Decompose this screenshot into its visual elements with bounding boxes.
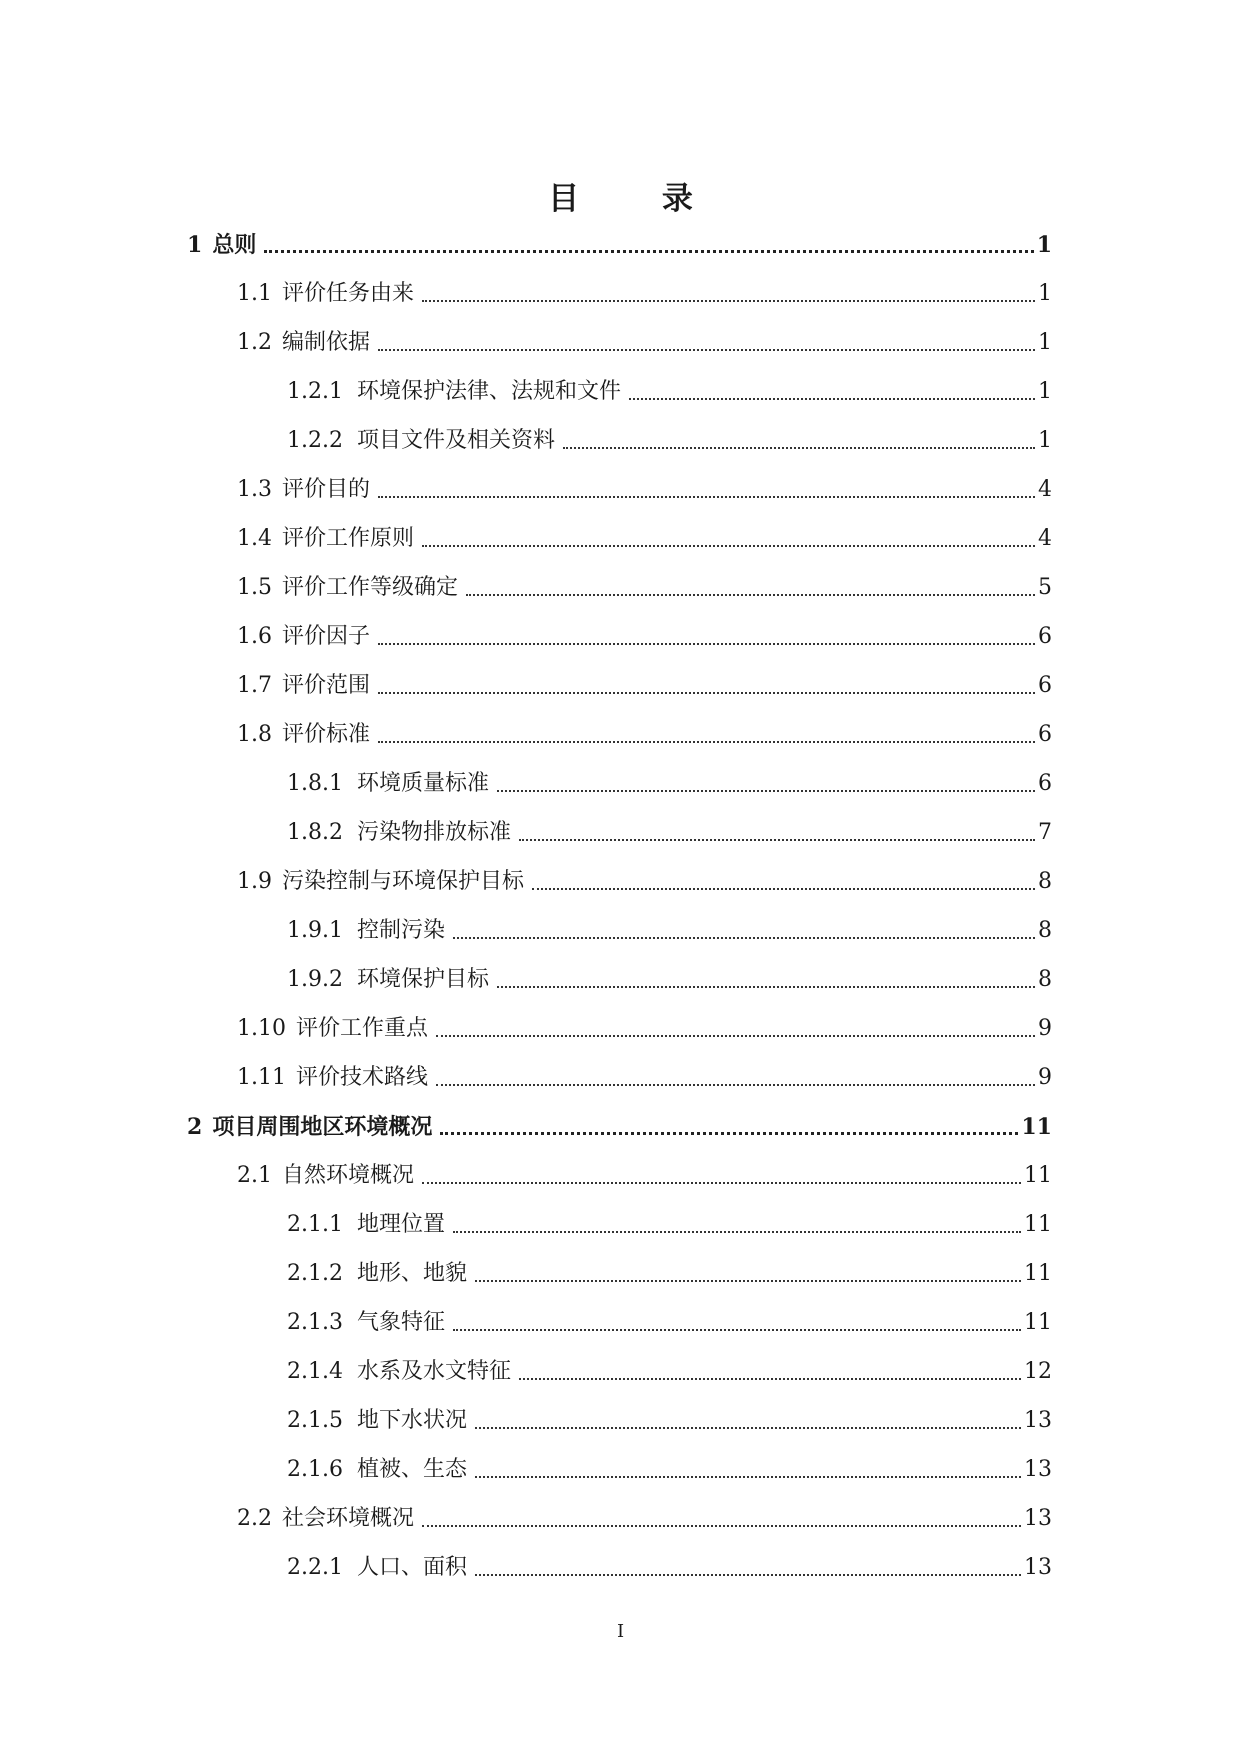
toc-dot-leader [422, 1525, 1021, 1527]
toc-entry[interactable] [0, 465, 1241, 514]
toc-entry-number: 1.11 [237, 1064, 286, 1090]
toc-entry-title: 自然环境概况 [282, 1162, 415, 1188]
toc-entry-number: 1.2.1 [287, 378, 343, 404]
toc-entry-title: 气象特征 [356, 1309, 445, 1335]
toc-entry[interactable] [0, 1396, 1241, 1445]
toc-entry[interactable] [0, 857, 1241, 906]
toc-dot-leader [519, 1378, 1021, 1380]
toc-dot-leader [629, 398, 1035, 400]
toc-entry[interactable] [0, 367, 1241, 416]
toc-entry[interactable] [0, 1151, 1241, 1200]
toc-dot-leader [497, 790, 1035, 792]
toc-dot-leader [453, 1231, 1021, 1233]
toc-entry-number: 1.9.1 [287, 917, 343, 943]
toc-entry-title: 评价目的 [282, 476, 371, 502]
toc-dot-leader [466, 594, 1035, 596]
toc-entry[interactable] [0, 1543, 1241, 1592]
toc-dot-leader [519, 839, 1035, 841]
toc-entry-number: 2.2 [237, 1505, 272, 1531]
toc-entry-page: 12 [1024, 1358, 1052, 1384]
toc-entry-page: 1 [1038, 280, 1052, 306]
toc-entry-number: 1.6 [237, 623, 272, 649]
toc-entry-number: 1.8.1 [287, 770, 343, 796]
toc-entry-title: 评价工作原则 [282, 525, 415, 551]
toc-entry-page: 1 [1038, 378, 1052, 404]
toc-entry-title: 总则 [212, 231, 257, 258]
toc-entry-page: 13 [1024, 1456, 1052, 1482]
toc-dot-leader [453, 1329, 1021, 1331]
toc-entry-page: 7 [1038, 819, 1052, 845]
toc-dot-leader [422, 1182, 1021, 1184]
toc-entry-page: 13 [1024, 1505, 1052, 1531]
toc-entry[interactable] [0, 318, 1241, 367]
toc-entry-title: 评价工作重点 [295, 1015, 428, 1041]
toc-entry-title: 评价因子 [282, 623, 371, 649]
toc-entry-title: 水系及水文特征 [356, 1358, 511, 1384]
toc-entry-title: 污染控制与环境保护目标 [282, 868, 525, 894]
toc-entry-page: 1 [1038, 329, 1052, 355]
toc-entry[interactable] [0, 1347, 1241, 1396]
toc-entry-number: 1.9 [237, 868, 272, 894]
toc-dot-leader [436, 1035, 1035, 1037]
toc-entry-number: 2.1.5 [287, 1407, 343, 1433]
toc-entry-number: 2.1.2 [287, 1260, 343, 1286]
toc-entry-number: 1.5 [237, 574, 272, 600]
toc-entry[interactable] [0, 269, 1241, 318]
toc-entry-number: 2.1 [237, 1162, 272, 1188]
toc-entry[interactable] [0, 661, 1241, 710]
toc-entry-title: 评价工作等级确定 [282, 574, 459, 600]
toc-entry-page: 11 [1024, 1260, 1052, 1286]
toc-dot-leader [378, 692, 1035, 694]
toc-entry-page: 4 [1038, 525, 1052, 551]
toc-entry-number: 1.4 [237, 525, 272, 551]
toc-entry-number: 1.9.2 [287, 966, 343, 992]
toc-entry[interactable] [0, 514, 1241, 563]
page-title: 目 录 [548, 180, 729, 217]
toc-entry-title: 项目文件及相关资料 [356, 427, 555, 453]
toc-entry[interactable] [0, 220, 1241, 269]
toc-entry[interactable] [0, 1249, 1241, 1298]
toc-entry-page: 5 [1038, 574, 1052, 600]
toc-entry-page: 11 [1024, 1211, 1052, 1237]
toc-dot-leader [440, 1132, 1018, 1135]
toc-entry-number: 2.1.4 [287, 1358, 343, 1384]
toc-entry-title: 编制依据 [282, 329, 371, 355]
toc-dot-leader [497, 986, 1035, 988]
toc-entry[interactable] [0, 1200, 1241, 1249]
toc-entry-title: 植被、生态 [356, 1456, 467, 1482]
toc-entry-number: 1 [187, 231, 203, 258]
toc-entry-title: 环境保护目标 [356, 966, 489, 992]
toc-entry-page: 8 [1038, 868, 1052, 894]
toc-entry-title: 环境质量标准 [356, 770, 489, 796]
toc-entry-number: 1.10 [237, 1015, 286, 1041]
toc-entry-title: 评价技术路线 [295, 1064, 428, 1090]
toc-entry[interactable] [0, 1102, 1241, 1151]
toc-entry-page: 13 [1024, 1407, 1052, 1433]
toc-entry-title: 社会环境概况 [282, 1505, 415, 1531]
toc-entry-number: 2.1.1 [287, 1211, 343, 1237]
toc-entry-page: 1 [1038, 427, 1052, 453]
toc-dot-leader [475, 1280, 1021, 1282]
toc-entry-page: 13 [1024, 1554, 1052, 1580]
toc-entry-number: 1.2 [237, 329, 272, 355]
toc-entry-page: 11 [1024, 1309, 1052, 1335]
toc-entry-number: 1.8 [237, 721, 272, 747]
toc-entry-number: 1.8.2 [287, 819, 343, 845]
toc-entry-page: 9 [1038, 1015, 1052, 1041]
toc-dot-leader [264, 250, 1033, 253]
page-footer-number: I [616, 1621, 625, 1642]
toc-entry-page: 8 [1038, 917, 1052, 943]
toc-entry[interactable] [0, 710, 1241, 759]
toc-dot-leader [475, 1476, 1021, 1478]
toc-entry-page: 6 [1038, 770, 1052, 796]
toc-entry[interactable] [0, 808, 1241, 857]
toc-entry[interactable] [0, 955, 1241, 1004]
toc-entry-number: 1.7 [237, 672, 272, 698]
toc-entry-page: 11 [1024, 1162, 1052, 1188]
toc-entry-page: 9 [1038, 1064, 1052, 1090]
toc-entry-page: 6 [1038, 721, 1052, 747]
toc-entry[interactable] [0, 563, 1241, 612]
toc-entry-title: 项目周围地区环境概况 [212, 1113, 433, 1140]
toc-entry[interactable] [0, 759, 1241, 808]
toc-entry[interactable] [0, 1494, 1241, 1543]
toc-dot-leader [475, 1427, 1021, 1429]
toc-entry-title: 环境保护法律、法规和文件 [356, 378, 621, 404]
toc-entry-page: 6 [1038, 672, 1052, 698]
toc-entry-number: 1.2.2 [287, 427, 343, 453]
toc-dot-leader [436, 1084, 1035, 1086]
toc-dot-leader [532, 888, 1035, 890]
toc-entry-number: 2.1.3 [287, 1309, 343, 1335]
toc-entry-title: 评价范围 [282, 672, 371, 698]
toc-entry-title: 污染物排放标准 [356, 819, 511, 845]
toc-entry-page: 11 [1021, 1113, 1052, 1140]
toc-entry-title: 评价任务由来 [282, 280, 415, 306]
toc-dot-leader [378, 741, 1035, 743]
toc-entry-page: 6 [1038, 623, 1052, 649]
toc-entry[interactable] [0, 906, 1241, 955]
toc-entry[interactable] [0, 1298, 1241, 1347]
toc-entry[interactable] [0, 416, 1241, 465]
toc-entry[interactable] [0, 1445, 1241, 1494]
toc-entry-title: 人口、面积 [356, 1554, 467, 1580]
toc-entry-number: 2.2.1 [287, 1554, 343, 1580]
toc-entry[interactable] [0, 1004, 1241, 1053]
toc-entry-number: 1.3 [237, 476, 272, 502]
toc-dot-leader [378, 496, 1035, 498]
toc-dot-leader [563, 447, 1035, 449]
toc-entry-page: 4 [1038, 476, 1052, 502]
toc-dot-leader [453, 937, 1035, 939]
toc-entry[interactable] [0, 1053, 1241, 1102]
toc-entry-number: 1.1 [237, 280, 272, 306]
toc-entry-title: 地理位置 [356, 1211, 445, 1237]
toc-dot-leader [422, 545, 1035, 547]
toc-entry-title: 控制污染 [356, 917, 445, 943]
toc-dot-leader [378, 349, 1035, 351]
toc-entry-page: 8 [1038, 966, 1052, 992]
toc-dot-leader [475, 1574, 1021, 1576]
toc-entry-number: 2.1.6 [287, 1456, 343, 1482]
toc-entry-title: 地下水状况 [356, 1407, 467, 1433]
toc-entry-number: 2 [187, 1113, 203, 1140]
toc-dot-leader [422, 300, 1035, 302]
toc-dot-leader [378, 643, 1035, 645]
toc-entry-title: 评价标准 [282, 721, 371, 747]
toc-entry[interactable] [0, 612, 1241, 661]
toc-entry-page: 1 [1036, 231, 1052, 258]
table-of-contents [0, 220, 1241, 1592]
toc-entry-title: 地形、地貌 [356, 1260, 467, 1286]
